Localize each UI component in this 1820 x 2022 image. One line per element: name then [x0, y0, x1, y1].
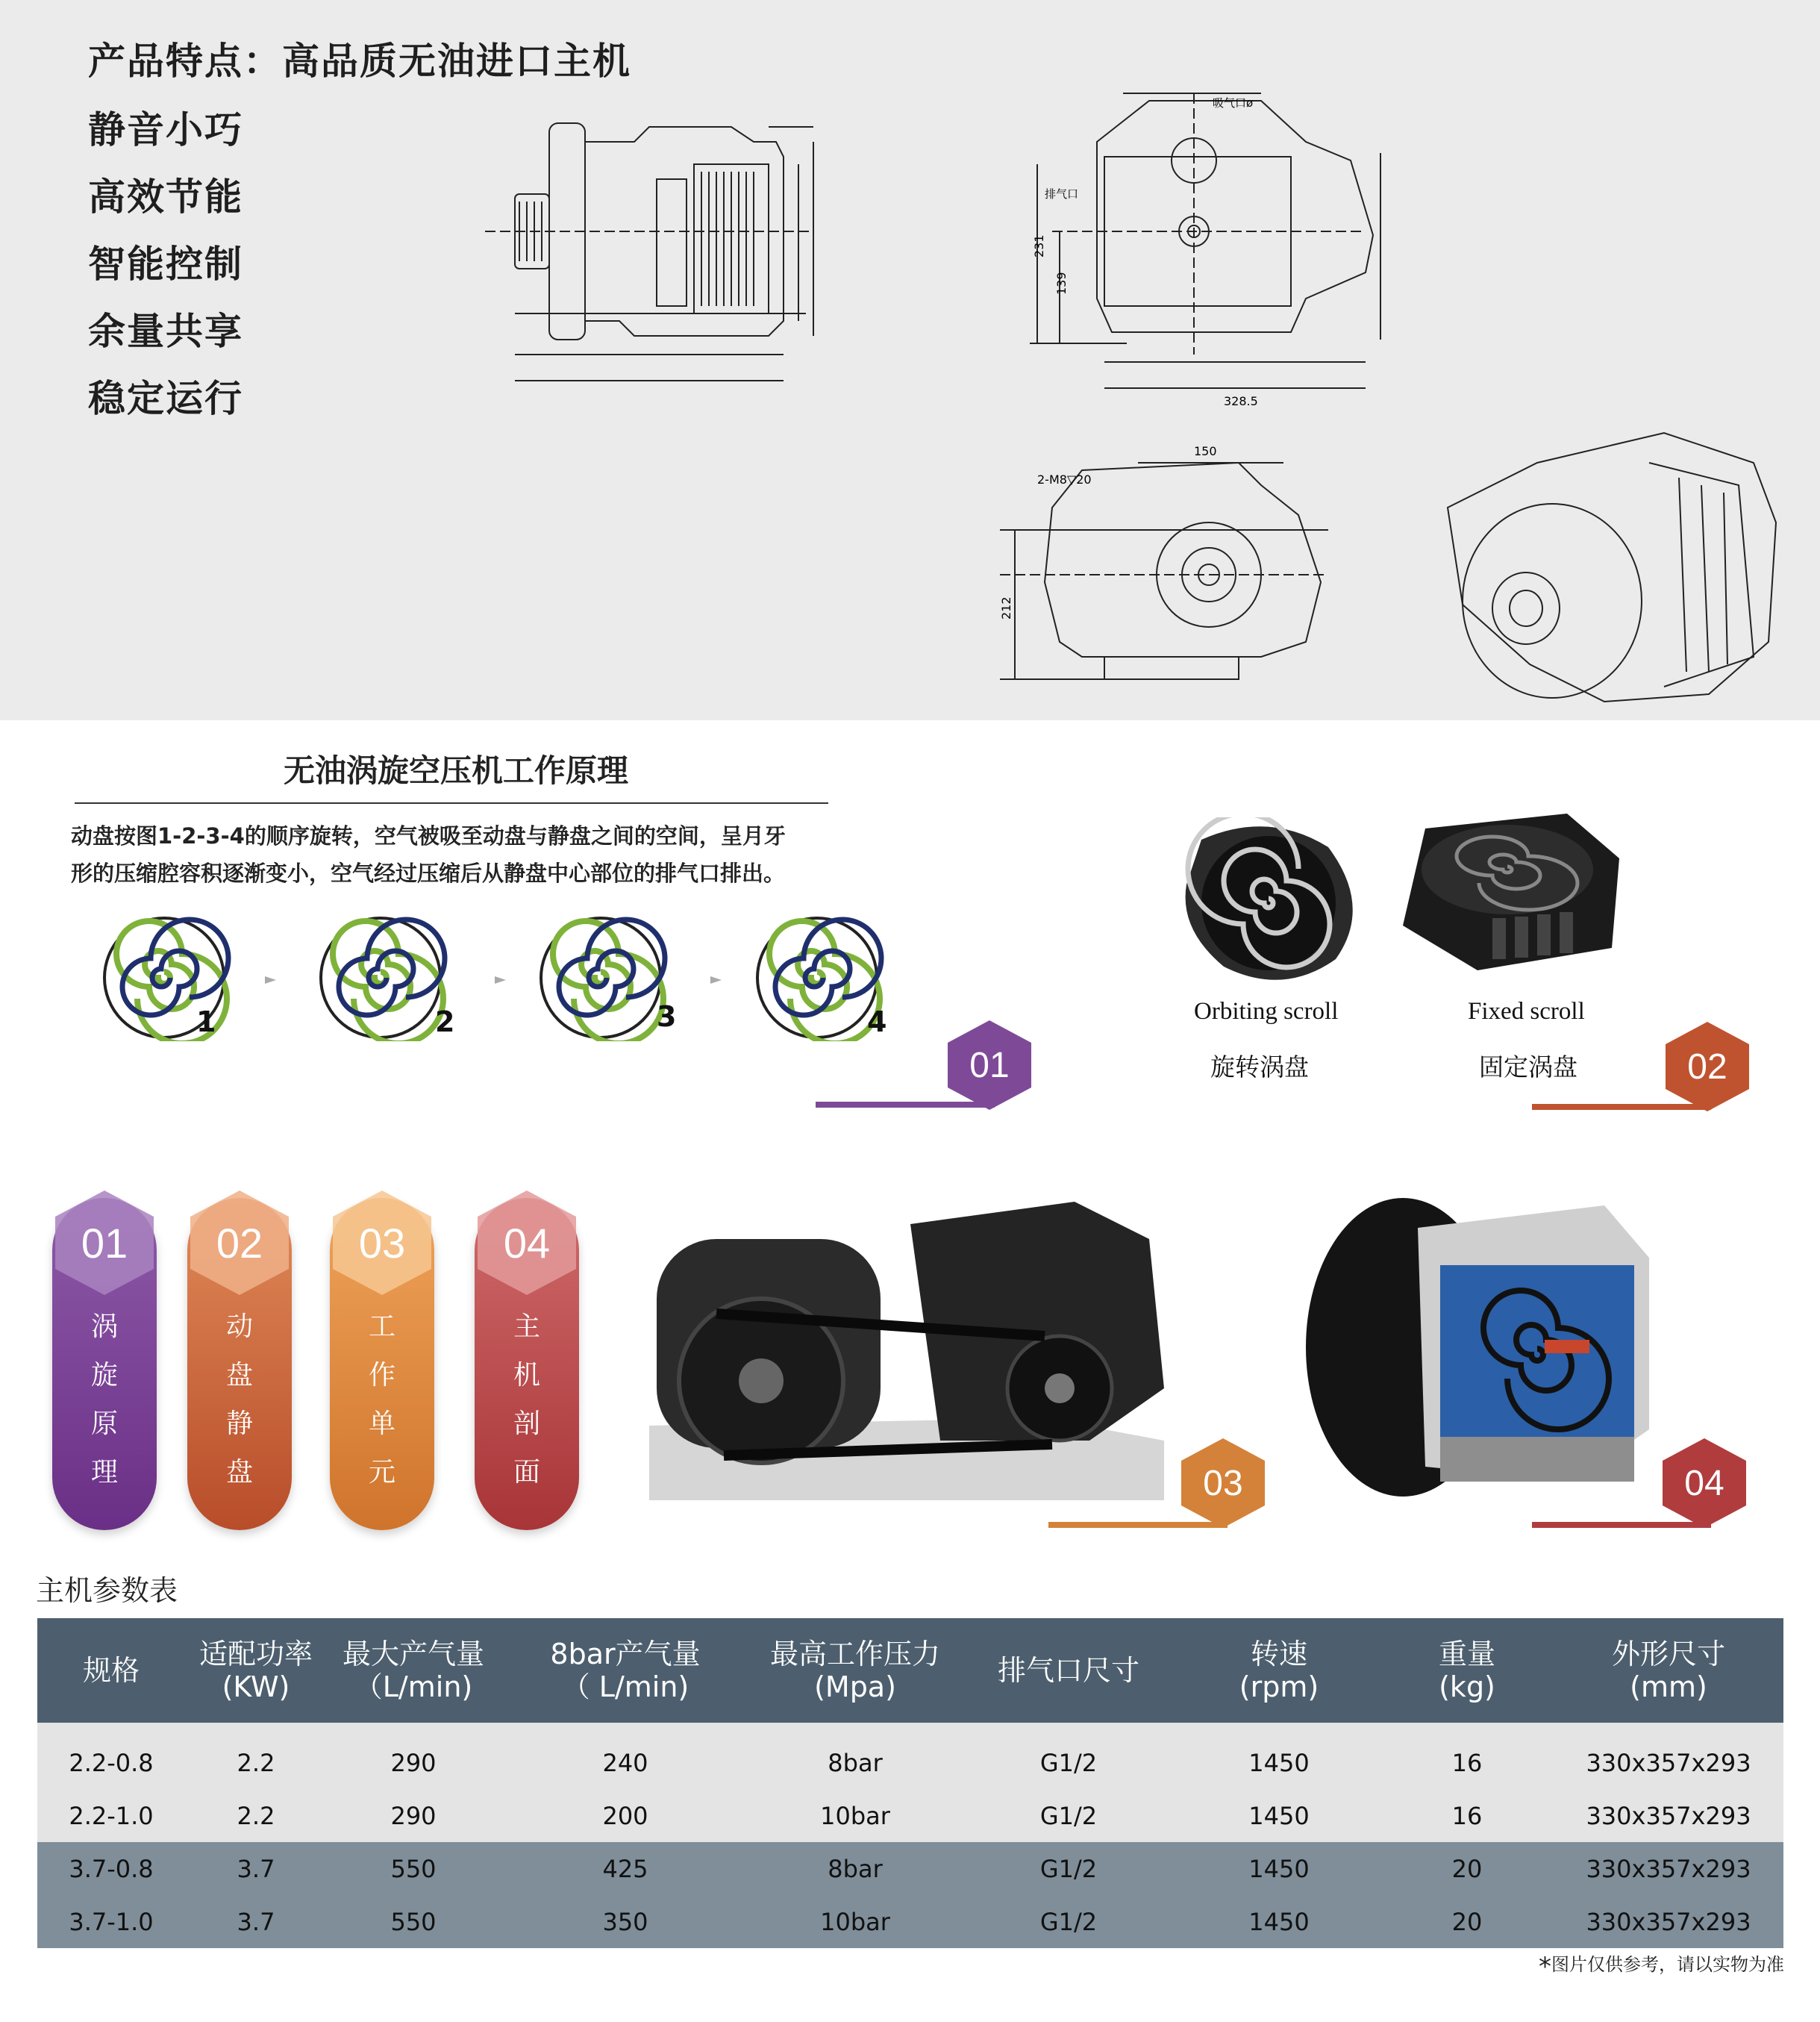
table-cell: 3.7 — [185, 1895, 327, 1948]
orbiting-scroll-photo — [1172, 817, 1366, 989]
section-badge-03: 03 — [1181, 1438, 1265, 1528]
arrow-icon — [710, 976, 722, 984]
principle-title: 无油涡旋空压机工作原理 — [284, 752, 629, 789]
table-row — [37, 1895, 1783, 1948]
table-cell: 1450 — [1178, 1842, 1380, 1895]
table-cell: 240 — [500, 1736, 751, 1789]
pill-char: 工 — [368, 1311, 395, 1342]
orbiting-scroll-caption-zh: 旋转涡盘 — [1210, 1055, 1309, 1082]
table-row — [37, 1736, 1783, 1789]
exhaust-label: 排气口 — [1045, 187, 1079, 201]
table-cell: 1450 — [1178, 1736, 1380, 1789]
feature-item: 智能控制 — [88, 243, 243, 286]
table-cell: 3.7-1.0 — [37, 1895, 185, 1948]
footnote — [1539, 1950, 1784, 1982]
isometric-sketch — [1440, 418, 1783, 709]
table-cell: 2.2 — [185, 1789, 327, 1842]
table-row — [37, 1789, 1783, 1842]
pill-badge: 02 — [190, 1191, 289, 1295]
header-cell: 最大产气量 （L/min) — [327, 1618, 500, 1723]
table-cell: 425 — [500, 1842, 751, 1895]
pill-char: 旋 — [90, 1360, 118, 1391]
table-cell: 8bar — [751, 1842, 960, 1895]
pill-orbiting-fixed — [187, 1198, 292, 1530]
table-cell: 330x357x293 — [1554, 1895, 1783, 1948]
cutaway-photo — [1291, 1183, 1664, 1504]
pill-working-unit — [330, 1198, 434, 1530]
side-view-drawing — [485, 97, 843, 396]
header-cell: 排气口尺寸 — [960, 1618, 1178, 1723]
header-cell: 转速 (rpm) — [1178, 1618, 1380, 1723]
table-cell: 2.2 — [185, 1736, 327, 1789]
table-cell: 550 — [327, 1842, 500, 1895]
feature-item: 静音小巧 — [88, 108, 243, 152]
table-cell: 290 — [327, 1789, 500, 1842]
pill-badge: 01 — [55, 1191, 154, 1295]
pill-char: 理 — [90, 1457, 118, 1488]
step-number: 3 — [657, 1000, 677, 1033]
rear-view-drawing — [992, 433, 1343, 694]
table-cell: 3.7-0.8 — [37, 1842, 185, 1895]
pill-char: 单 — [368, 1408, 395, 1439]
header-cell: 最高工作压力 (Mpa) — [751, 1618, 960, 1723]
header-cell: 规格 — [37, 1618, 185, 1723]
step-number: 1 — [196, 1005, 216, 1038]
table-cell: 3.7 — [185, 1842, 327, 1895]
table-cell: 350 — [500, 1895, 751, 1948]
table-cell: 16 — [1380, 1789, 1554, 1842]
principle-description-line: 形的压缩腔容积逐渐变小，空气经过压缩后从静盘中心部位的排气口排出。 — [71, 861, 786, 886]
pill-main-section — [475, 1198, 579, 1530]
step-number: 2 — [435, 1005, 455, 1038]
arrow-icon — [495, 976, 506, 984]
table-cell: 16 — [1380, 1736, 1554, 1789]
dim-212: 212 — [999, 596, 1013, 620]
section-badge-04: 04 — [1663, 1438, 1746, 1528]
pill-char: 面 — [513, 1457, 540, 1488]
table-cell: 10bar — [751, 1789, 960, 1842]
pill-char: 盘 — [225, 1457, 253, 1488]
table-cell: G1/2 — [960, 1895, 1178, 1948]
fixed-scroll-caption-zh: 固定涡盘 — [1479, 1055, 1577, 1082]
feature-item: 余量共享 — [88, 310, 243, 353]
feature-item: 稳定运行 — [88, 377, 243, 420]
fixed-scroll-photo — [1395, 806, 1619, 974]
header-cell: 外形尺寸 (mm) — [1554, 1618, 1783, 1723]
fixed-scroll-caption-en: Fixed scroll — [1468, 998, 1585, 1025]
dim-bolt: 2-M8▽20 — [1037, 472, 1092, 487]
table-cell: 330x357x293 — [1554, 1736, 1783, 1789]
feature-headline: 产品特点：高品质无油进口主机 — [88, 40, 631, 83]
table-cell: 2.2-0.8 — [37, 1736, 185, 1789]
orbiting-scroll-caption-en: Orbiting scroll — [1194, 998, 1339, 1025]
scroll-stages-diagram — [67, 914, 918, 1041]
principle-description-line: 动盘按图1-2-3-4的顺序旋转，空气被吸至动盘与静盘之间的空间，呈月牙 — [71, 823, 786, 849]
pill-char: 静 — [225, 1408, 253, 1439]
table-cell: 1450 — [1178, 1895, 1380, 1948]
title-divider — [75, 802, 828, 804]
pill-char: 动 — [225, 1311, 253, 1342]
table-cell: 330x357x293 — [1554, 1789, 1783, 1842]
table-cell: 1450 — [1178, 1789, 1380, 1842]
table-cell: G1/2 — [960, 1842, 1178, 1895]
pill-char: 机 — [513, 1360, 540, 1391]
pill-char: 主 — [513, 1311, 540, 1342]
dim-139: 139 — [1054, 272, 1069, 295]
header-cell: 重量 (kg) — [1380, 1618, 1554, 1723]
header-cell: 适配功率 (KW) — [185, 1618, 327, 1723]
scroll-stage-3 — [541, 918, 665, 1041]
arrow-icon — [265, 976, 276, 984]
spec-table — [37, 1618, 1783, 1948]
pill-char: 涡 — [90, 1311, 118, 1342]
table-cell: 330x357x293 — [1554, 1842, 1783, 1895]
scroll-stage-2 — [321, 918, 445, 1041]
dim-3285: 328.5 — [1224, 394, 1258, 408]
step-number: 4 — [867, 1005, 887, 1038]
table-cell: 20 — [1380, 1842, 1554, 1895]
header-cell: 8bar产气量 （ L/min) — [500, 1618, 751, 1723]
table-cell: G1/2 — [960, 1736, 1178, 1789]
table-cell: 10bar — [751, 1895, 960, 1948]
table-title: 主机参数表 — [36, 1574, 178, 1607]
pill-char: 元 — [368, 1457, 395, 1488]
front-view-drawing — [1022, 86, 1410, 414]
pill-badge: 04 — [478, 1191, 576, 1295]
table-cell: 550 — [327, 1895, 500, 1948]
scroll-stage-4 — [757, 918, 881, 1041]
pill-char: 原 — [90, 1408, 118, 1439]
pill-badge: 03 — [333, 1191, 431, 1295]
dim-150: 150 — [1194, 444, 1217, 458]
table-cell: G1/2 — [960, 1789, 1178, 1842]
table-cell: 20 — [1380, 1895, 1554, 1948]
table-row — [37, 1842, 1783, 1895]
pill-char: 剖 — [513, 1408, 540, 1439]
asterisk-icon: * — [1539, 1952, 1551, 1982]
intake-label: 吸气口ø — [1213, 96, 1254, 110]
table-cell: 2.2-1.0 — [37, 1789, 185, 1842]
section-badge-01: 01 — [948, 1020, 1031, 1110]
table-cell: 200 — [500, 1789, 751, 1842]
feature-item: 高效节能 — [88, 175, 243, 219]
dim-231: 231 — [1032, 234, 1046, 258]
table-header-row — [37, 1618, 1783, 1723]
footnote-text: 图片仅供参考，请以实物为准 — [1551, 1954, 1784, 1975]
pill-char: 作 — [368, 1360, 395, 1391]
pill-char: 盘 — [225, 1360, 253, 1391]
table-cell: 290 — [327, 1736, 500, 1789]
section-badge-02: 02 — [1666, 1022, 1749, 1111]
pill-swirl-principle — [52, 1198, 157, 1530]
working-unit-photo — [627, 1194, 1179, 1508]
table-cell: 8bar — [751, 1736, 960, 1789]
